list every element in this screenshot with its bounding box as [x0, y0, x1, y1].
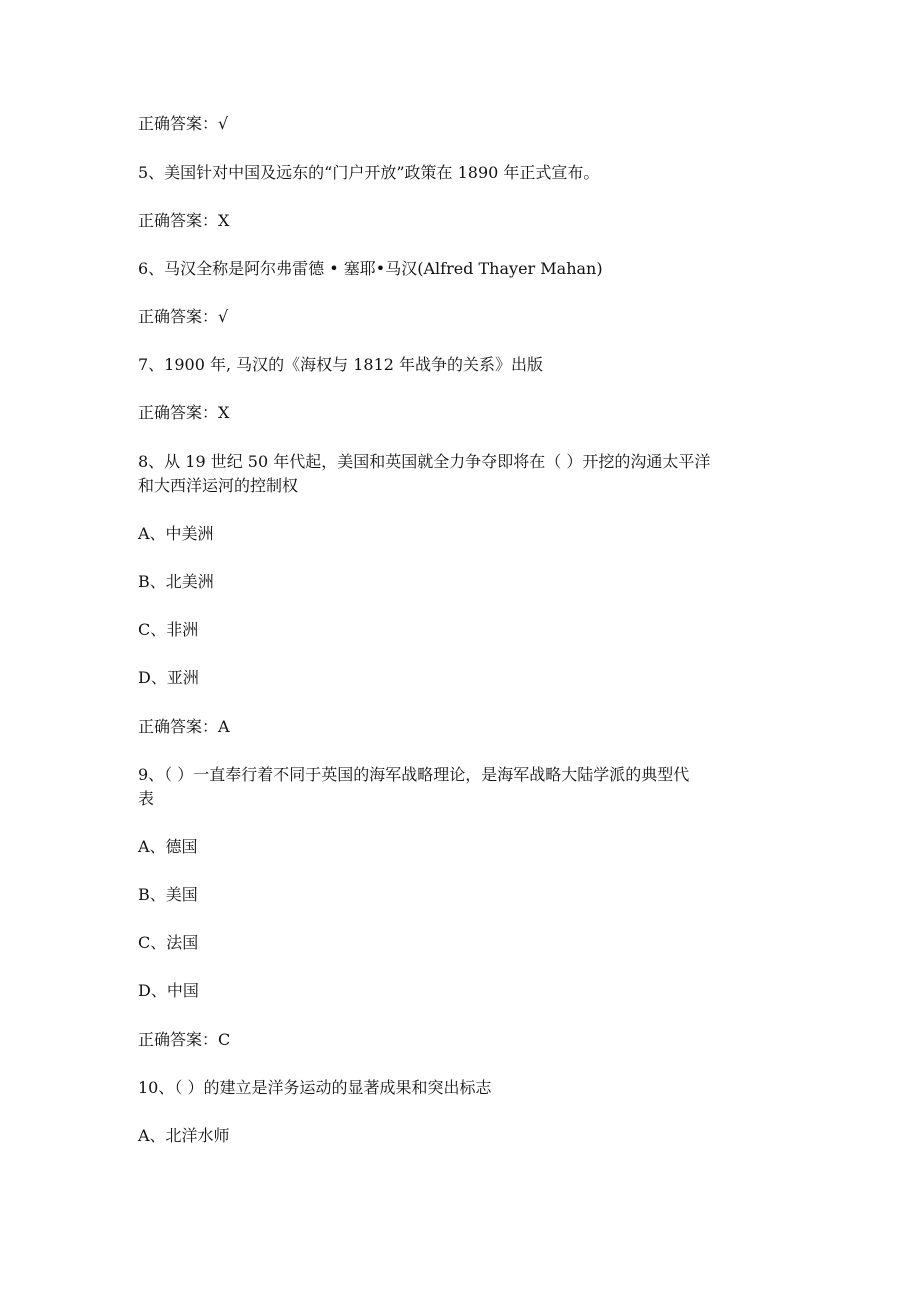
- question-8-continued: 和大西洋运河的控制权: [138, 476, 299, 495]
- option-d: D、亚洲: [138, 668, 199, 687]
- question-10: 10、（ ）的建立是洋务运动的显著成果和突出标志: [138, 1078, 492, 1097]
- option-a: A、中美洲: [138, 524, 214, 543]
- answer-line: 正确答案：A: [138, 717, 230, 736]
- option-c: C、非洲: [138, 620, 199, 639]
- question-8: 8、从 19 世纪 50 年代起，美国和英国就全力争夺即将在（ ）开挖的沟通太平洋: [138, 452, 711, 471]
- option-a: A、北洋水师: [138, 1126, 230, 1145]
- answer-line: 正确答案：X: [138, 211, 230, 230]
- answer-line: 正确答案：√: [138, 307, 229, 326]
- question-9-continued: 表: [138, 789, 155, 808]
- question-9: 9、（ ）一直奉行着不同于英国的海军战略理论，是海军战略大陆学派的典型代: [138, 765, 690, 784]
- question-7: 7、1900 年, 马汉的《海权与 1812 年战争的关系》出版: [138, 355, 544, 374]
- option-d: D、中国: [138, 981, 199, 1000]
- answer-line: 正确答案：√: [138, 114, 229, 133]
- answer-line: 正确答案：C: [138, 1030, 231, 1049]
- option-b: B、美国: [138, 885, 198, 904]
- question-6: 6、马汉全称是阿尔弗雷德 • 塞耶•马汉(Alfred Thayer Mahan): [138, 259, 603, 278]
- answer-line: 正确答案：X: [138, 403, 230, 422]
- option-b: B、北美洲: [138, 572, 214, 591]
- option-a: A、德国: [138, 837, 198, 856]
- option-c: C、法国: [138, 933, 199, 952]
- question-5: 5、美国针对中国及远东的“门户开放”政策在 1890 年正式宣布。: [138, 163, 600, 182]
